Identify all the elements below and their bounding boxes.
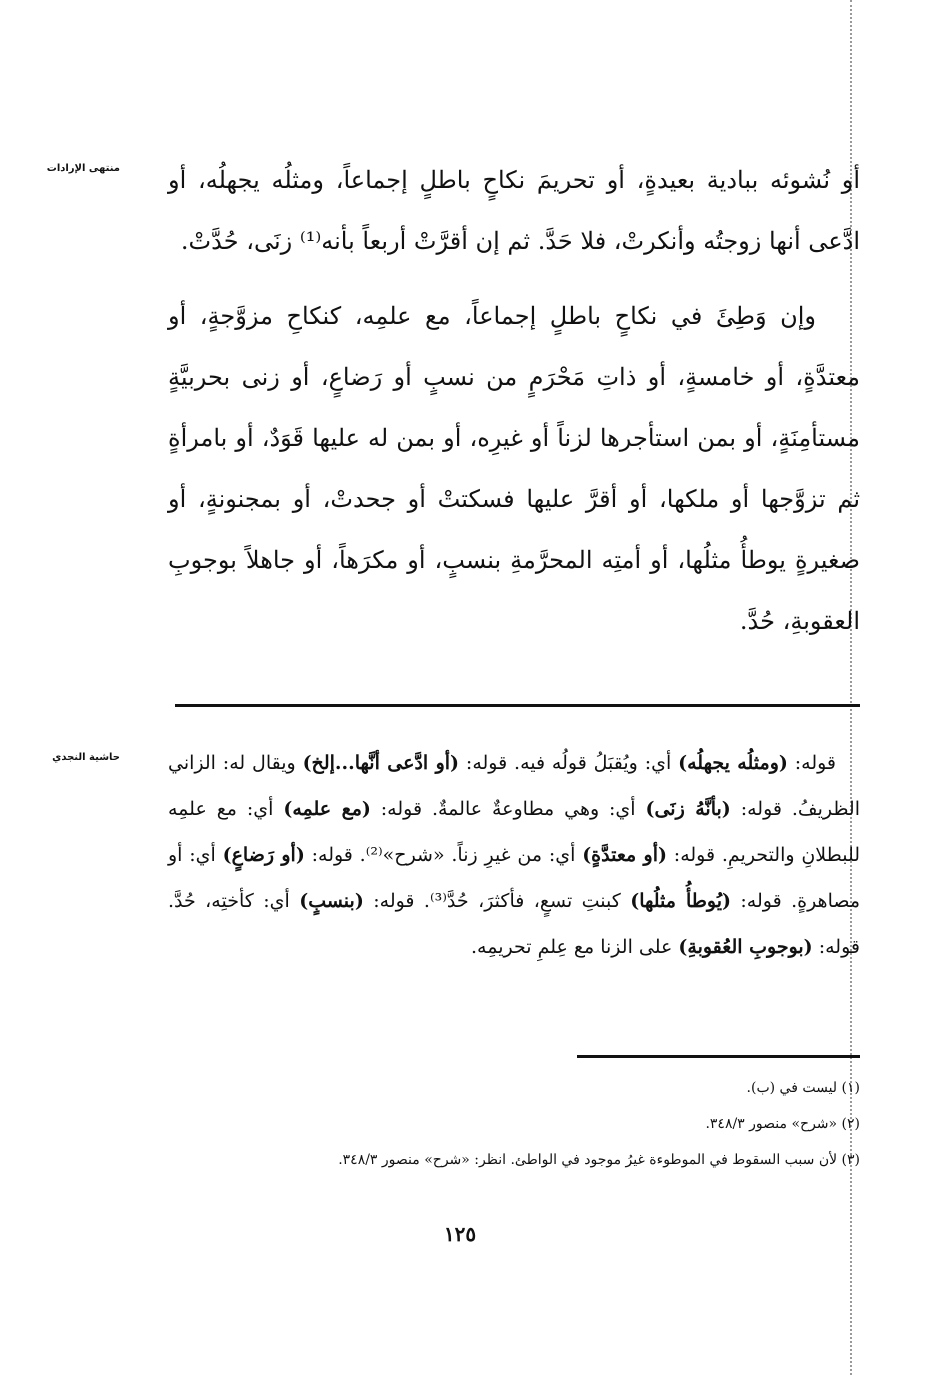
commentary-text: قوله: <box>787 752 836 774</box>
footnote-2: (٢) «شرح» منصور ٣٤٨/٣. <box>705 1116 860 1132</box>
commentary-quote: (أو معتدَّةٍ) <box>582 844 667 866</box>
commentary-text: أي: وهي مطاوعةٌ عالمةٌ. قوله: <box>370 798 646 820</box>
page-number: ١٢٥ <box>443 1222 477 1246</box>
side-label-main-text: منتهى الإرادات <box>46 163 120 174</box>
commentary-quote: (بوجوبِ العُقوبةِ) <box>678 936 813 958</box>
commentary-quote: (يُوطأُ مثلُها) <box>630 890 731 912</box>
commentary-text: أي: أو مصاهرةٍ. قوله: <box>168 844 861 912</box>
main-paragraph-1: أو نُشوئه ببادية بعيدةٍ، أو تحريمَ نكاحٍ باطلٍ إجماعاً، ومثلُه يجهلُه، أو ادَّعى أنها زوجتُه وأنكرتْ، فلا حَدَّ. ثم إن أقرَّتْ أربعاً بأنه⁽¹⁾ زنَى، حُدَّتْ. <box>168 166 860 255</box>
commentary-text: كبنتِ تسعٍ، فأكثرَ، حُدَّ⁽³⁾. قوله: <box>363 890 631 912</box>
commentary-text: على الزنا مع عِلمِ تحريمِه. <box>471 936 679 958</box>
footnote-1: (١) ليست في (ب). <box>746 1080 860 1096</box>
footnote-3: (٣) لأن سبب السقوط في الموطوءة غيرُ موجود في الواطئ. انظر: «شرح» منصور ٣٤٨/٣. <box>338 1152 860 1168</box>
commentary-quote: (أو ادَّعى أنَّها...إلخ) <box>302 752 460 774</box>
commentary-block <box>168 740 860 970</box>
commentary-quote: (مع علمِه) <box>283 798 371 820</box>
side-label-commentary: حاشية النجدي <box>52 752 120 763</box>
footnote-divider <box>577 1055 860 1058</box>
commentary-quote: (بأنَّهُ زنَى) <box>645 798 731 820</box>
footnotes <box>168 1070 860 1178</box>
commentary-quote: (بنسبٍ) <box>299 890 364 912</box>
section-divider <box>175 704 860 707</box>
commentary-text: أي: من غيرِ زناً. «شرح»⁽²⁾. قوله: <box>304 844 583 866</box>
commentary-text: أي: مع علمِه للبطلانِ والتحريمِ. قوله: <box>168 798 861 866</box>
commentary-text: أي: ويُقبَلُ قولُه فيه. قوله: <box>459 752 679 774</box>
commentary-quote: (أو رَضاعٍ) <box>222 844 305 866</box>
main-text-block <box>168 150 860 652</box>
commentary-text: ويقال له: الزاني الظريفُ. قوله: <box>168 752 860 820</box>
commentary-quote: (ومثلُه يجهلُه) <box>678 752 788 774</box>
commentary-text: أي: كأختِه، حُدَّ. قوله: <box>168 890 860 958</box>
main-paragraph-2: وإن وَطِئَ في نكاحٍ باطلٍ إجماعاً، مع علمِه، كنكاحِ مزوَّجةٍ، أو معتدَّةٍ، أو خامسةٍ، أو ذاتِ مَحْرَمٍ من نسبٍ أو رَضاعٍ، أو زنى بحربيَّةٍ مستأمِنَةٍ، أو بمن استأجرها لزناً أو غيرِه، أو بمن له عليها قَوَدٌ، أو بامرأةٍ ثم تزوَّجها أو ملكها، أو أقرَّ عليها فسكتتْ أو جحدتْ، أو بمجنونةٍ، أو صغيرةٍ يوطأُ مثلُها، أو أمتِه المحرَّمةِ بنسبٍ، أو مكرَهاً، أو جاهلاً بوجوبِ العقوبةِ، حُدَّ. <box>168 302 860 635</box>
